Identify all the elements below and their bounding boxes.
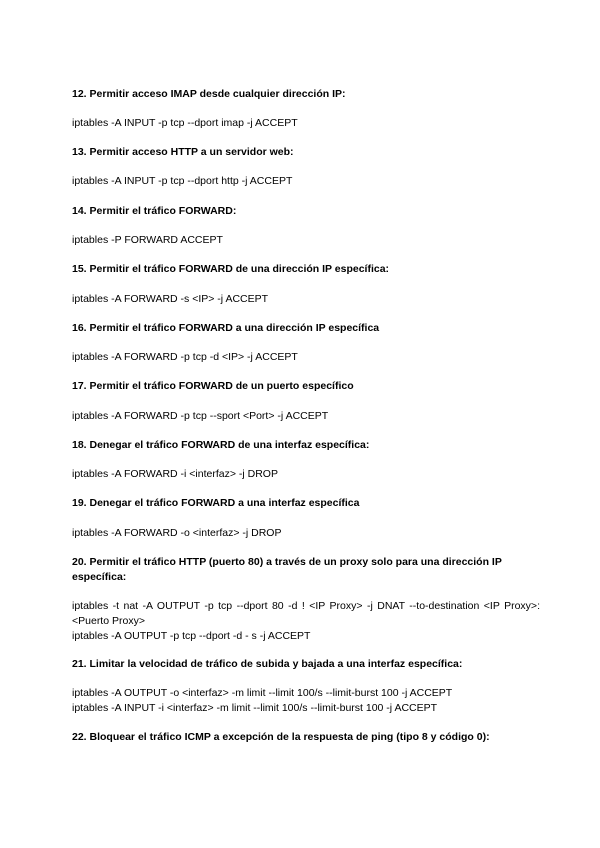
command-14: iptables -P FORWARD ACCEPT xyxy=(72,234,223,246)
section-heading-13: 13. Permitir acceso HTTP a un servidor web: xyxy=(72,146,294,158)
command-19: iptables -A FORWARD -o <interfaz> -j DROP xyxy=(72,527,282,539)
section-heading-18: 18. Denegar el tráfico FORWARD de una interfaz específica: xyxy=(72,439,370,451)
command-20-1: iptables -t nat -A OUTPUT -p tcp --dport 80 -d ! <IP Proxy> -j DNAT --to-destination <IP Proxy>:<Puerto Proxy> xyxy=(72,600,540,627)
section-heading-15: 15. Permitir el tráfico FORWARD de una dirección IP específica: xyxy=(72,263,390,275)
command-21-1: iptables -A OUTPUT -o <interfaz> -m limit --limit 100/s --limit-burst 100 -j ACCEPT xyxy=(72,687,453,699)
command-15: iptables -A FORWARD -s <IP> -j ACCEPT xyxy=(72,293,269,305)
section-heading-16: 16. Permitir el tráfico FORWARD a una dirección IP específica xyxy=(72,322,380,334)
section-heading-20: 20. Permitir el tráfico HTTP (puerto 80) a través de un proxy solo para una dirección IP específica: xyxy=(72,556,502,583)
command-21-2: iptables -A INPUT -i <interfaz> -m limit --limit 100/s --limit-burst 100 -j ACCEPT xyxy=(72,702,438,714)
command-18: iptables -A FORWARD -i <interfaz> -j DROP xyxy=(72,468,278,480)
section-heading-21: 21. Limitar la velocidad de tráfico de subida y bajada a una interfaz específica: xyxy=(72,658,463,670)
section-heading-12: 12. Permitir acceso IMAP desde cualquier dirección IP: xyxy=(72,88,346,100)
command-block-20 xyxy=(72,599,540,644)
section-heading-19: 19. Denegar el tráfico FORWARD a una interfaz específica xyxy=(72,497,360,509)
command-16: iptables -A FORWARD -p tcp -d <IP> -j ACCEPT xyxy=(72,351,298,363)
section-heading-17: 17. Permitir el tráfico FORWARD de un puerto específico xyxy=(72,380,354,392)
command-17: iptables -A FORWARD -p tcp --sport <Port> -j ACCEPT xyxy=(72,410,329,422)
command-13: iptables -A INPUT -p tcp --dport http -j ACCEPT xyxy=(72,175,293,187)
command-20-2: iptables -A OUTPUT -p tcp --dport -d - s -j ACCEPT xyxy=(72,630,311,642)
section-heading-22: 22. Bloquear el tráfico ICMP a excepción de la respuesta de ping (tipo 8 y código 0): xyxy=(72,731,490,743)
section-heading-14: 14. Permitir el tráfico FORWARD: xyxy=(72,205,237,217)
command-12: iptables -A INPUT -p tcp --dport imap -j ACCEPT xyxy=(72,117,298,129)
command-block-21 xyxy=(72,686,540,716)
